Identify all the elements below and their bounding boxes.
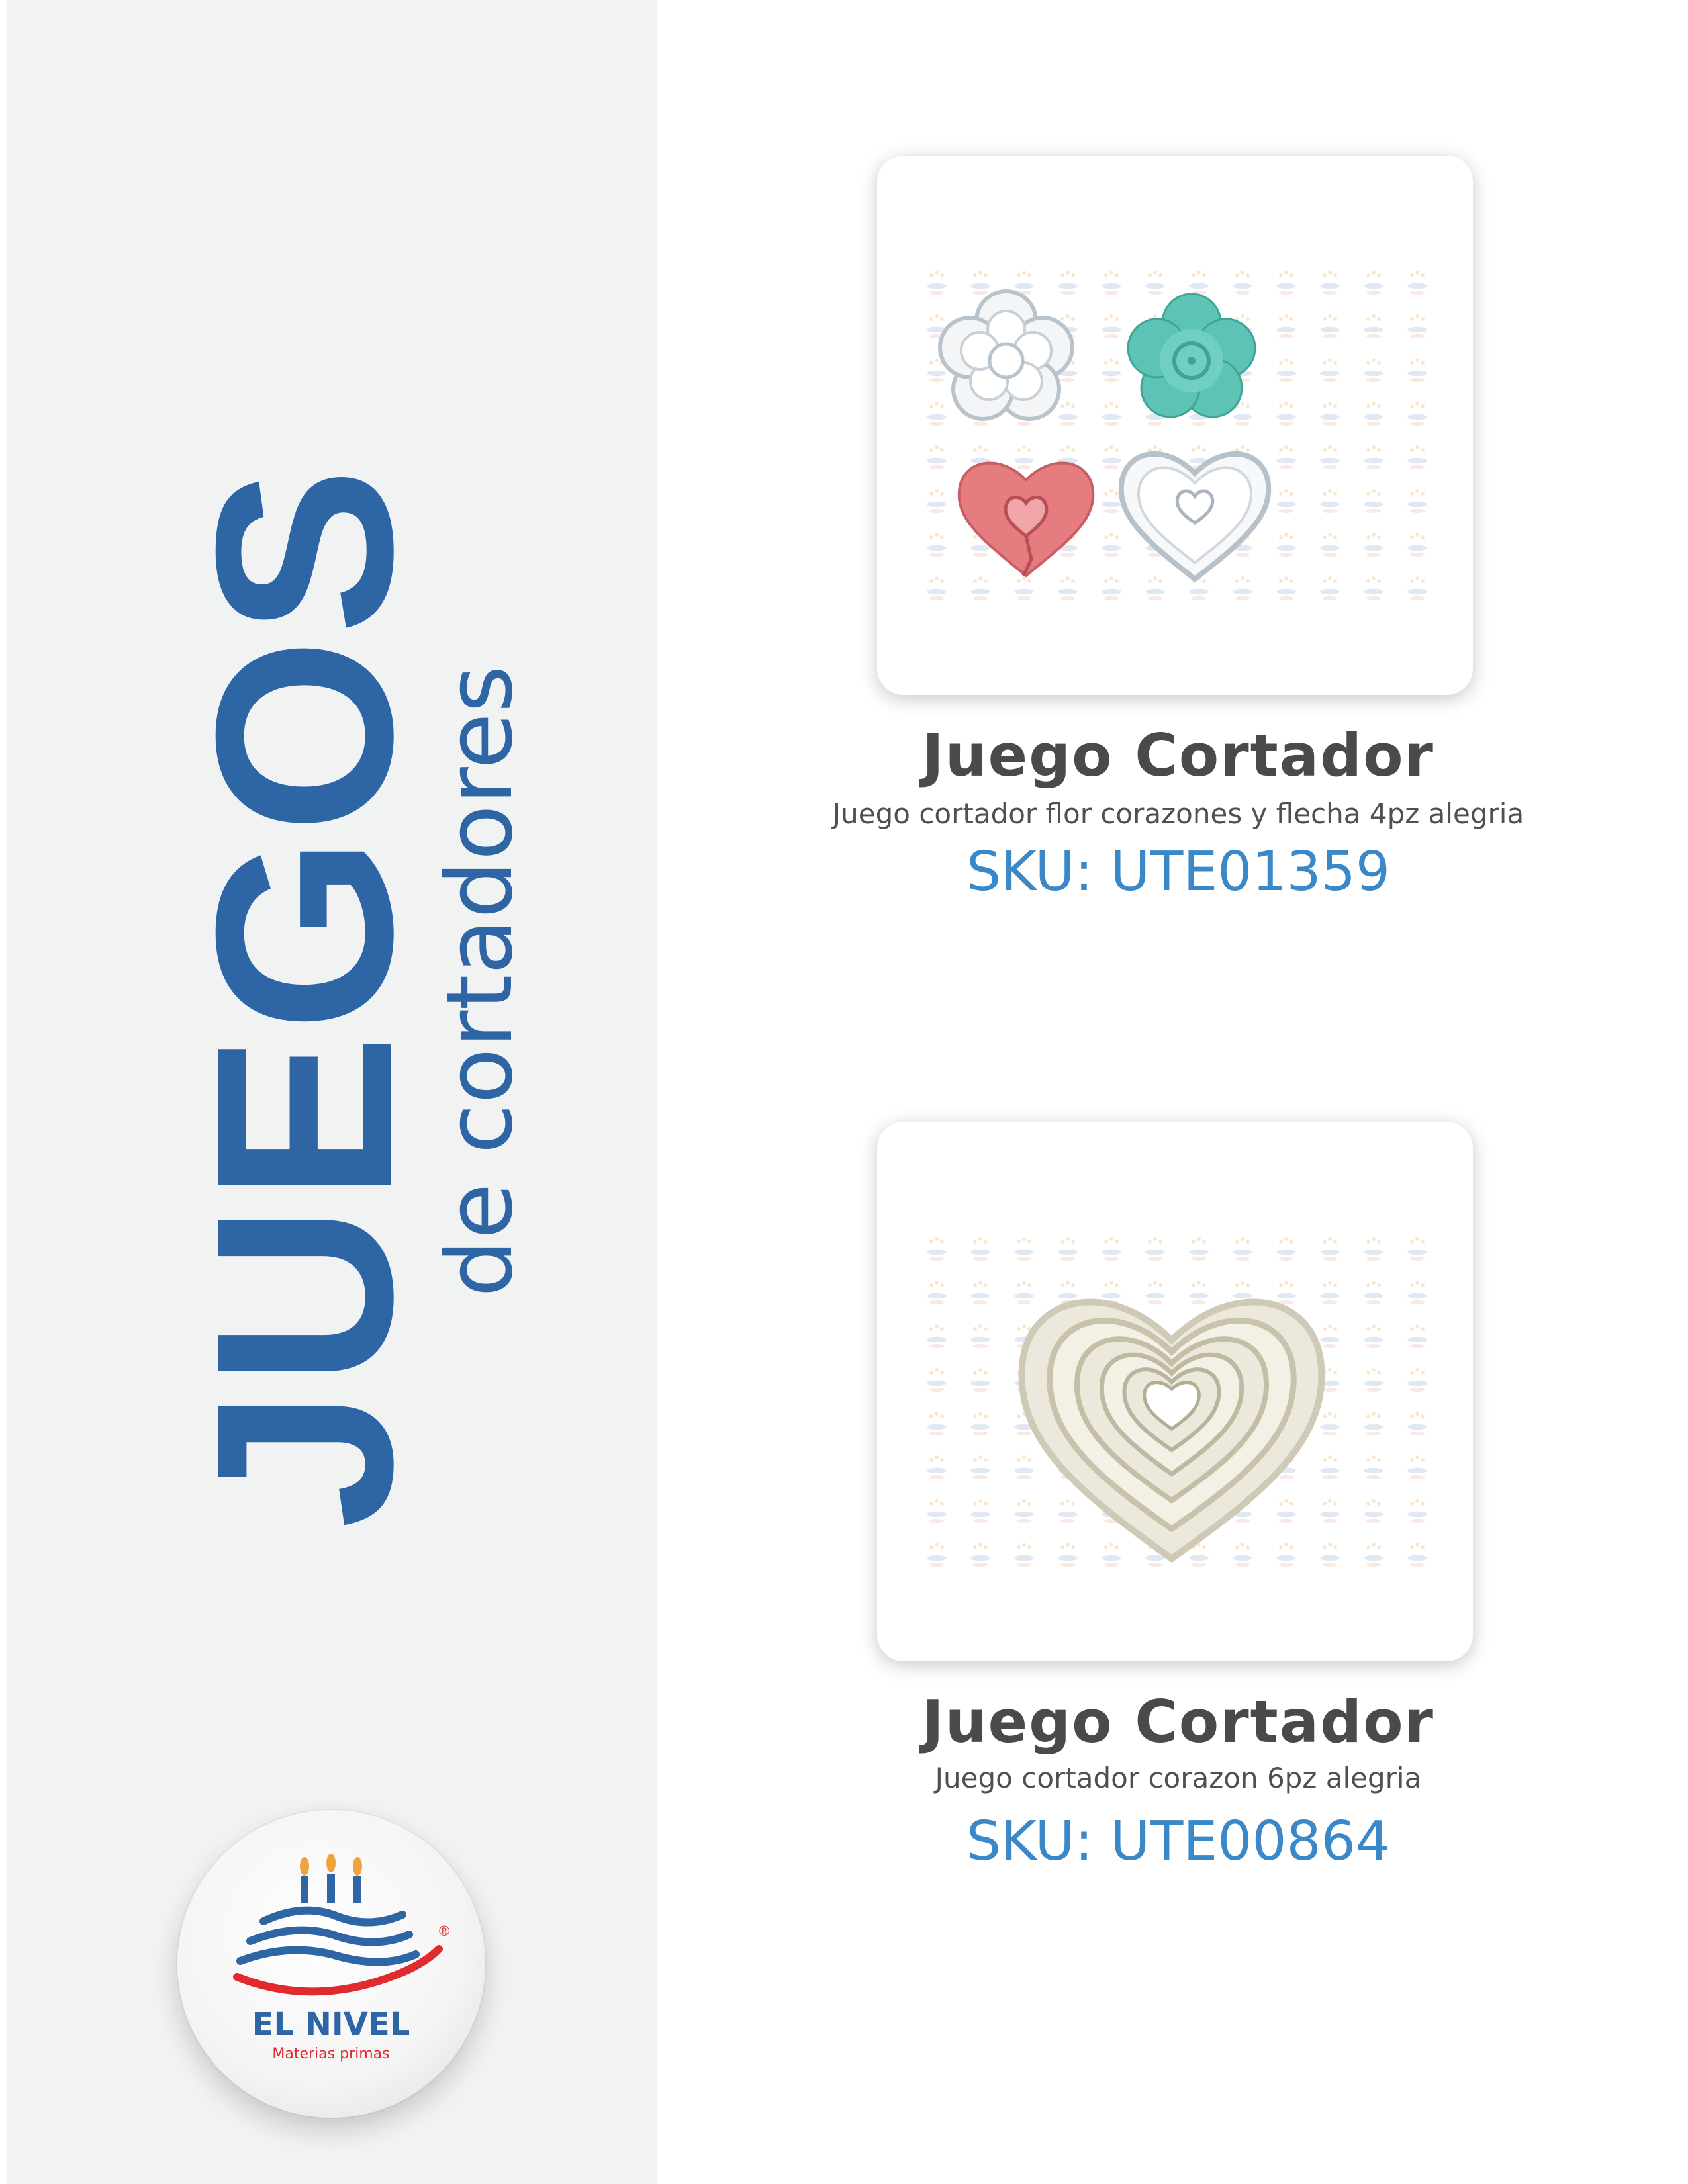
heart-cutter-set-icon	[1022, 1302, 1322, 1559]
logo-brand-text: EL NIVEL	[252, 2006, 410, 2043]
product-1-title: Juego Cortador	[922, 721, 1434, 790]
cake-waves-icon	[237, 1911, 439, 1992]
product-2-title: Juego Cortador	[922, 1688, 1434, 1756]
flower-cutter-white-icon	[940, 291, 1072, 419]
product-image-1	[877, 156, 1473, 695]
heart-cutter-pink-icon	[959, 463, 1094, 576]
brand-logo	[177, 1810, 485, 2118]
product-card-1[interactable]	[877, 156, 1473, 695]
sidebar-subtitle: de cortadores	[426, 665, 533, 1297]
product-1-sku: SKU: UTE01359	[966, 841, 1391, 903]
flower-cutter-teal-icon	[1128, 294, 1255, 417]
logo-graphic	[177, 1810, 485, 2118]
product-1-description: Juego cortador flor corazones y flecha 4pz alegria	[832, 797, 1524, 830]
candles-icon	[300, 1854, 362, 1903]
product-image-2	[877, 1122, 1473, 1661]
sidebar-title: JUEGOS	[164, 465, 445, 1529]
product-2-sku: SKU: UTE00864	[966, 1810, 1391, 1873]
logo-tagline-text: Materias primas	[272, 2046, 390, 2062]
sidebar-title-block	[159, 465, 569, 1529]
product-2-description: Juego cortador corazon 6pz alegria	[935, 1762, 1422, 1794]
heart-cutter-white-icon	[1121, 454, 1269, 579]
registered-mark: ®	[439, 1923, 450, 1939]
product-card-2[interactable]	[877, 1122, 1473, 1661]
